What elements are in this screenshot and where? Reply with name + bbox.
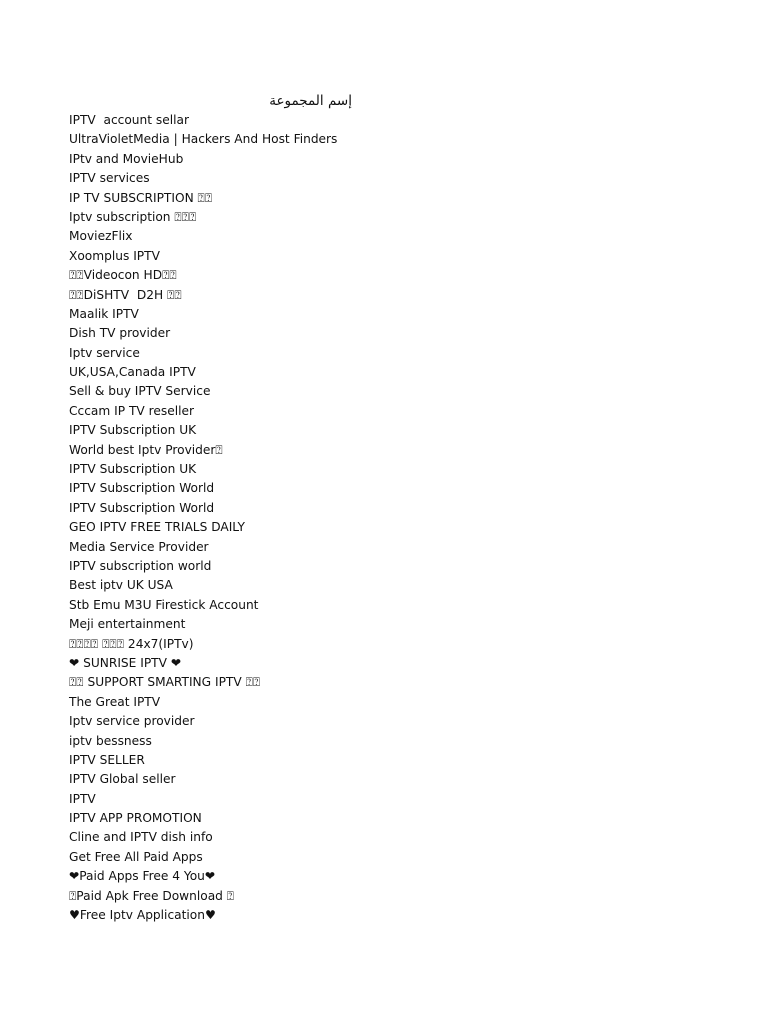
group-list-item: Iptv service provider	[69, 714, 195, 729]
group-list-item: The Great IPTV	[69, 694, 161, 709]
group-list-item: Cline and IPTV dish info	[69, 830, 213, 845]
group-list-item: IPTV Subscription UK	[69, 423, 197, 438]
group-list-item: MoviezFlix	[69, 229, 133, 244]
group-list-item: IPTV Subscription UK	[69, 462, 197, 477]
group-list-item: Iptv subscription ⍰⍰⍰	[69, 209, 197, 224]
group-list-item: Dish TV provider	[69, 326, 171, 341]
group-list-item: ⍰⍰⍰⍰ ⍰⍰⍰ 24x7(IPTv)	[69, 636, 194, 651]
group-list-item: Meji entertainment	[69, 617, 186, 632]
group-list-item: IPTV subscription world	[69, 558, 212, 573]
group-list-item: Media Service Provider	[69, 539, 209, 554]
group-list-item: Stb Emu M3U Firestick Account	[69, 597, 259, 612]
group-list-item: IPTV Global seller	[69, 772, 176, 787]
group-list-item: ⍰⍰Videocon HD⍰⍰	[69, 268, 177, 283]
group-name-heading: إسم المجموعة	[269, 93, 352, 109]
group-list-item: ⍰Paid Apk Free Download ⍰	[69, 888, 235, 903]
group-list-item: GEO IPTV FREE TRIALS DAILY	[69, 520, 245, 535]
group-list-item: IPTV	[69, 791, 96, 806]
group-list-item: ⍰⍰ SUPPORT SMARTING IPTV ⍰⍰	[69, 675, 261, 690]
group-list-item: iptv bessness	[69, 733, 152, 748]
group-list-item: IPTV account sellar	[69, 113, 190, 127]
group-list-item: IPtv and MovieHub	[69, 151, 184, 166]
group-list-item: ❤ SUNRISE IPTV ❤	[69, 655, 182, 670]
group-list-item: IPTV services	[69, 171, 150, 186]
group-list-item: UK,USA,Canada IPTV	[69, 365, 196, 380]
group-list-item: ♥Free Iptv Application♥	[69, 908, 216, 923]
group-list-item: UltraVioletMedia | Hackers And Host Finders	[69, 132, 338, 147]
group-list-item: Sell & buy IPTV Service	[69, 384, 211, 399]
group-list-item: Xoomplus IPTV	[69, 248, 160, 263]
group-list-item: IPTV APP PROMOTION	[69, 811, 202, 826]
group-list-item: Best iptv UK USA	[69, 578, 173, 593]
group-list-item: IPTV SELLER	[69, 752, 145, 767]
group-list-item: IPTV Subscription World	[69, 481, 215, 496]
group-list-item: World best Iptv Provider⍰	[69, 442, 223, 457]
group-list-item: Maalik IPTV	[69, 306, 139, 321]
group-list-item: Cccam IP TV reseller	[69, 403, 194, 418]
group-list-item: ⍰⍰DiSHTV D2H ⍰⍰	[69, 287, 182, 302]
group-list-item: IP TV SUBSCRIPTION ⍰⍰	[69, 190, 213, 205]
group-list-item: Get Free All Paid Apps	[69, 849, 203, 864]
group-list	[69, 111, 337, 925]
group-list-item: ❤Paid Apps Free 4 You❤	[69, 869, 216, 884]
group-list-item: IPTV Subscription World	[69, 500, 215, 515]
group-list-item: Iptv service	[69, 345, 140, 360]
